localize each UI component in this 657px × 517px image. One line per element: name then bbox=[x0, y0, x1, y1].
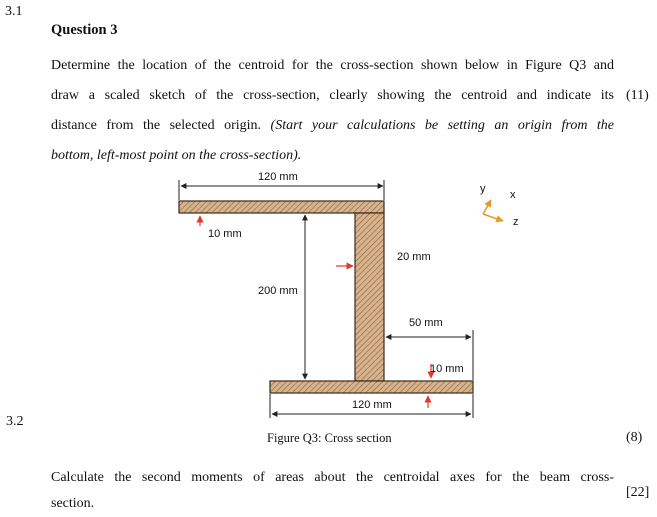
paragraph-line-3-plain: distance from the selected origin. bbox=[51, 118, 262, 133]
dim-web-height-label: 200 mm bbox=[258, 285, 298, 297]
question-title: Question 3 bbox=[51, 22, 118, 38]
dim-bottom-width-label: 120 mm bbox=[352, 399, 392, 411]
paragraph-line-4: bottom, left-most point on the cross-section). bbox=[51, 148, 302, 163]
top-flange bbox=[179, 201, 384, 213]
marks-q31: (11) bbox=[626, 88, 649, 103]
dim-web-thk-label: 20 mm bbox=[397, 251, 431, 263]
axis-z-icon bbox=[483, 214, 503, 221]
axis-y-label: y bbox=[480, 183, 486, 195]
bottom-flange bbox=[270, 381, 473, 393]
axis-y-icon bbox=[483, 200, 491, 214]
dim-top-width-label: 120 mm bbox=[258, 171, 298, 183]
dim-top-flange-label: 10 mm bbox=[208, 228, 242, 240]
paragraph-line-2: draw a scaled sketch of the cross-section, clearly showing the centroid and indicate its bbox=[51, 88, 614, 103]
question-3-2-paragraph bbox=[51, 465, 614, 517]
dim-50-label: 50 mm bbox=[409, 317, 443, 329]
marks-figure: (8) bbox=[626, 430, 643, 445]
dim-bottom-flange-label: 10 mm bbox=[430, 363, 464, 375]
figure-caption: Figure Q3: Cross section bbox=[267, 431, 392, 445]
section-number-3-1: 3.1 bbox=[5, 4, 23, 19]
paragraph2-line-2: section. bbox=[51, 496, 95, 511]
paragraph-line-1: Determine the location of the centroid for the cross-section shown below in Figure Q3 and bbox=[51, 58, 614, 73]
section-number-3-2: 3.2 bbox=[6, 414, 24, 429]
marks-total: [22] bbox=[626, 485, 650, 500]
web bbox=[355, 213, 384, 381]
paragraph-line-3-italic: (Start your calculations be setting an origin from the bbox=[270, 118, 615, 133]
axis-x-label: x bbox=[510, 189, 516, 201]
axis-z-label: z bbox=[513, 216, 519, 228]
paragraph2-line-1: Calculate the second moments of areas about the centroidal axes for the beam cross- bbox=[51, 470, 614, 485]
